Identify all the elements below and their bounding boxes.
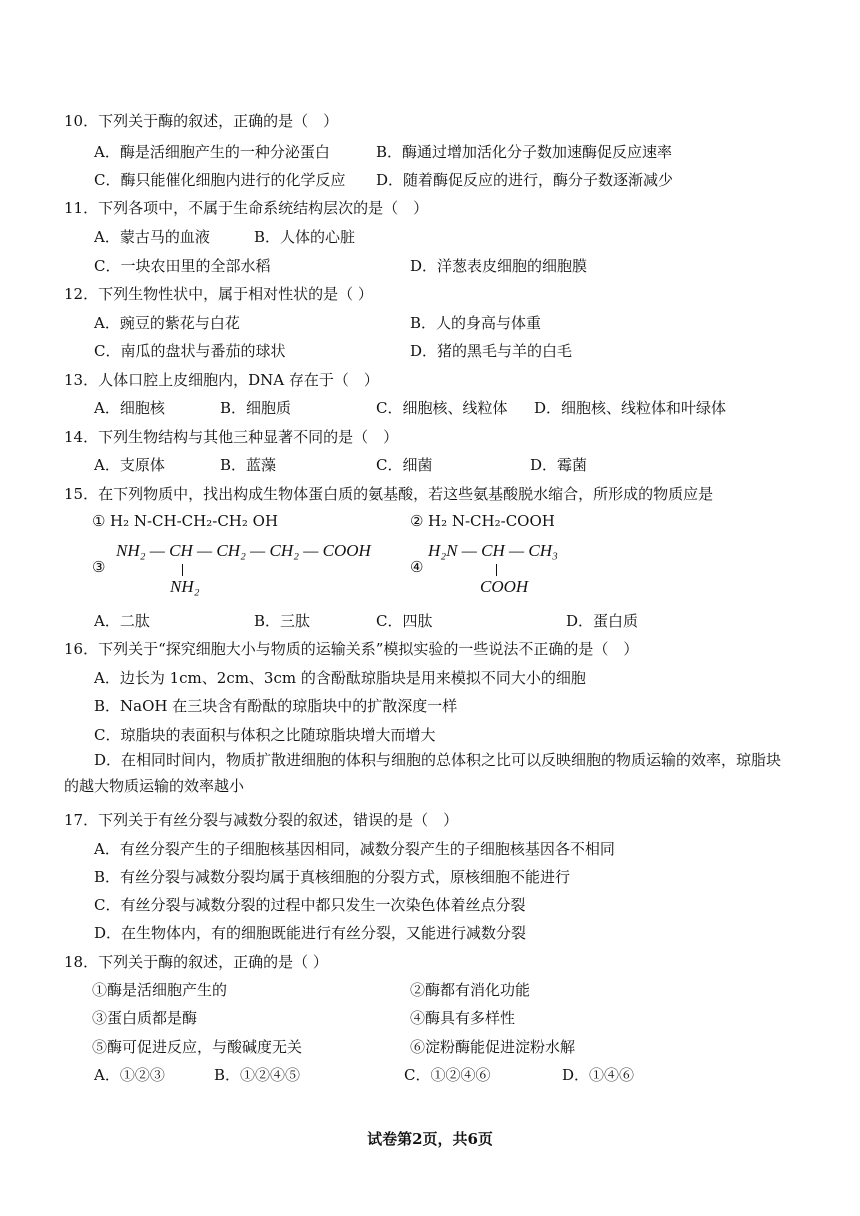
question-10-option-a: A．酶是活细胞产生的一种分泌蛋白	[94, 143, 330, 161]
question-18-option-b: B．①②④⑤	[214, 1066, 301, 1084]
formula-2: H₂ N-CH₂-COOH	[428, 512, 555, 530]
question-11-option-b: B．人体的心脏	[254, 228, 356, 246]
formula-3-main-chain: NH₂ — CH — CH₂ — CH₂ — COOH	[116, 541, 371, 560]
question-17-stem: 17．下列关于有丝分裂与减数分裂的叙述，错误的是（ ）	[64, 811, 459, 829]
question-12-stem: 12．下列生物性状中，属于相对性状的是（ ）	[64, 285, 373, 303]
question-11-option-c: C．一块农田里的全部水稻	[94, 257, 271, 275]
question-11-option-a: A．蒙古马的血液	[94, 228, 210, 246]
question-11-stem: 11．下列各项中，不属于生命系统结构层次的是（ ）	[64, 199, 429, 217]
question-18-statement-4: ④酶具有多样性	[410, 1009, 516, 1027]
formula-3-number: ③	[92, 558, 106, 576]
formula-4-main-chain: H₂N — CH — CH₃	[428, 541, 558, 560]
formula-4-number: ④	[410, 558, 424, 576]
question-10-option-c: C．酶只能催化细胞内进行的化学反应	[94, 171, 346, 189]
question-15-stem: 15．在下列物质中，找出构成生物体蛋白质的氨基酸，若这些氨基酸脱水缩合，所形成的物质应是	[64, 485, 714, 503]
question-16-option-b: B．NaOH 在三块含有酚酞的琼脂块中的扩散深度一样	[94, 697, 458, 715]
question-12-option-a: A．豌豆的紫花与白花	[94, 314, 240, 332]
question-14-option-d: D．霉菌	[530, 456, 588, 474]
question-14-stem: 14．下列生物结构与其他三种显著不同的是（ ）	[64, 428, 399, 446]
question-18-option-d: D．①④⑥	[562, 1066, 635, 1084]
question-18-option-a: A．①②③	[94, 1066, 165, 1084]
question-14-option-b: B．蓝藻	[220, 456, 277, 474]
question-18-stem: 18．下列关于酶的叙述，正确的是（ ）	[64, 953, 328, 971]
question-14-option-a: A．支原体	[94, 456, 165, 474]
question-15-option-a: A．二肽	[94, 612, 150, 630]
question-16-option-d: D．在相同时间内，物质扩散进细胞的体积与细胞的总体积之比可以反映细胞的物质运输的效率，琼脂块的越大物质运输的效率越小	[64, 751, 782, 795]
formula-3-branch: NH₂	[170, 577, 200, 596]
question-17-option-b: B．有丝分裂与减数分裂均属于真核细胞的分裂方式，原核细胞不能进行	[94, 868, 571, 886]
question-13-option-b: B．细胞质	[220, 399, 292, 417]
question-18-statement-3: ③蛋白质都是酶	[92, 1009, 198, 1027]
question-15-option-c: C．四肽	[376, 612, 433, 630]
question-17-option-c: C．有丝分裂与减数分裂的过程中都只发生一次染色体着丝点分裂	[94, 896, 526, 914]
formula-2-number: ②	[410, 512, 424, 530]
question-12-option-b: B．人的身高与体重	[410, 314, 542, 332]
formula-4-bond	[496, 564, 497, 576]
question-11-option-d: D．洋葱表皮细胞的细胞膜	[410, 257, 588, 275]
question-18-statement-6: ⑥淀粉酶能促进淀粉水解	[410, 1038, 576, 1056]
question-12-option-c: C．南瓜的盘状与番茄的球状	[94, 342, 286, 360]
formula-1-number: ①	[92, 512, 106, 530]
question-17-option-a: A．有丝分裂产生的子细胞核基因相同，减数分裂产生的子细胞核基因各不相同	[94, 840, 615, 858]
question-16-stem: 16．下列关于“探究细胞大小与物质的运输关系”模拟实验的一些说法不正确的是（ ）	[64, 640, 639, 658]
question-18-statement-1: ①酶是活细胞产生的	[92, 981, 228, 999]
question-17-option-d: D．在生物体内，有的细胞既能进行有丝分裂，又能进行减数分裂	[94, 924, 527, 942]
question-16-option-a: A．边长为 1cm、2cm、3cm 的含酚酞琼脂块是用来模拟不同大小的细胞	[94, 669, 586, 687]
question-13-stem: 13．人体口腔上皮细胞内，DNA 存在于（ ）	[64, 371, 379, 389]
question-10-option-b: B．酶通过增加活化分子数加速酶促反应速率	[376, 143, 673, 161]
question-10-option-d: D．随着酶促反应的进行，酶分子数逐渐减少	[376, 171, 674, 189]
question-16-option-c: C．琼脂块的表面积与体积之比随琼脂块增大而增大	[94, 726, 436, 744]
question-15-option-d: D．蛋白质	[566, 612, 639, 630]
page-footer: 试卷第2页，共6页	[367, 1130, 493, 1148]
formula-1: H₂ N-CH-CH₂-CH₂ OH	[110, 512, 279, 530]
formula-3-bond	[182, 564, 183, 576]
question-13-option-a: A．细胞核	[94, 399, 165, 417]
question-10-stem: 10．下列关于酶的叙述，正确的是（ ）	[64, 112, 339, 130]
question-12-option-d: D．猪的黑毛与羊的白毛	[410, 342, 573, 360]
formula-4-branch: COOH	[480, 577, 529, 596]
question-18-option-c: C．①②④⑥	[404, 1066, 491, 1084]
question-13-option-d: D．细胞核、线粒体和叶绿体	[534, 399, 727, 417]
question-14-option-c: C．细菌	[376, 456, 433, 474]
question-18-statement-2: ②酶都有消化功能	[410, 981, 531, 999]
question-15-option-b: B．三肽	[254, 612, 311, 630]
question-13-option-c: C．细胞核、线粒体	[376, 399, 508, 417]
question-18-statement-5: ⑤酶可促进反应，与酸碱度无关	[92, 1038, 303, 1056]
